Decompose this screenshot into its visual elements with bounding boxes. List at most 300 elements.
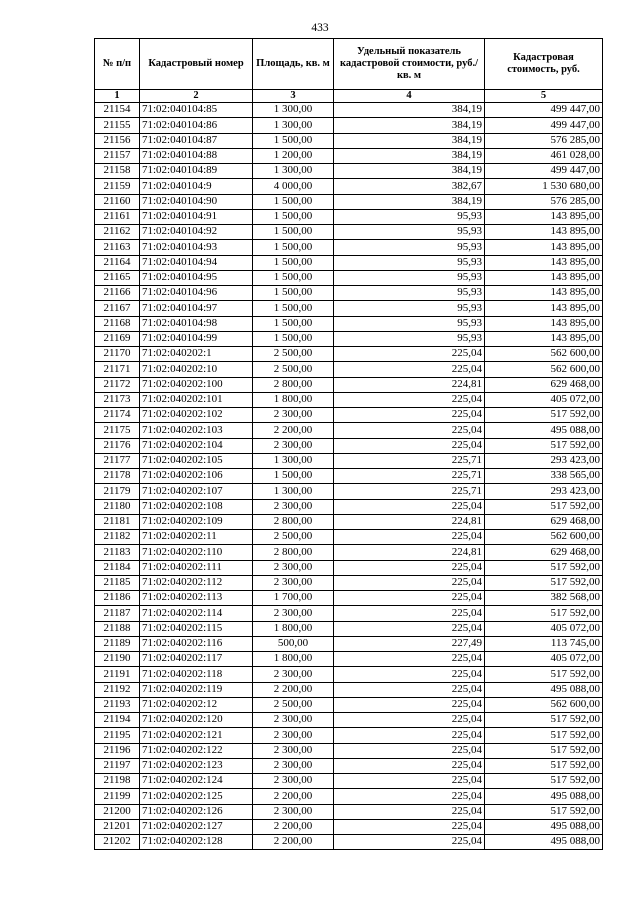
cell-unit-value: 384,19 [334,118,485,133]
cell-unit-value: 225,04 [334,499,485,514]
cell-unit-value: 384,19 [334,194,485,209]
table-column-index-row [95,90,603,103]
cell-row-number: 21161 [95,209,140,224]
cell-cadastral-value: 517 592,00 [485,667,603,682]
table-row [95,835,603,850]
cell-cadastral-number: 71:02:040202:128 [140,835,253,850]
cell-unit-value: 225,04 [334,438,485,453]
cell-unit-value: 95,93 [334,240,485,255]
cell-cadastral-value: 517 592,00 [485,606,603,621]
cell-row-number: 21188 [95,621,140,636]
table-row [95,194,603,209]
cell-cadastral-number: 71:02:040104:95 [140,270,253,285]
cell-row-number: 21190 [95,652,140,667]
cell-row-number: 21176 [95,438,140,453]
table-row [95,179,603,194]
cell-cadastral-number: 71:02:040202:108 [140,499,253,514]
cell-area: 500,00 [253,636,334,651]
cell-row-number: 21162 [95,225,140,240]
cell-area: 1 500,00 [253,469,334,484]
cell-cadastral-number: 71:02:040104:9 [140,179,253,194]
cell-unit-value: 384,19 [334,164,485,179]
table-row [95,667,603,682]
cell-unit-value: 384,19 [334,148,485,163]
table-row [95,377,603,392]
table-row [95,392,603,407]
cell-row-number: 21199 [95,789,140,804]
cell-area: 1 300,00 [253,484,334,499]
cell-area: 2 500,00 [253,697,334,712]
cell-cadastral-number: 71:02:040202:100 [140,377,253,392]
cell-cadastral-number: 71:02:040104:98 [140,316,253,331]
cell-row-number: 21168 [95,316,140,331]
cell-cadastral-number: 71:02:040104:92 [140,225,253,240]
cell-unit-value: 95,93 [334,255,485,270]
cell-row-number: 21184 [95,560,140,575]
cell-unit-value: 225,04 [334,621,485,636]
cell-row-number: 21154 [95,103,140,118]
cell-unit-value: 225,04 [334,804,485,819]
table-row [95,240,603,255]
cell-cadastral-value: 517 592,00 [485,408,603,423]
cell-cadastral-value: 143 895,00 [485,209,603,224]
cell-unit-value: 227,49 [334,636,485,651]
cell-row-number: 21180 [95,499,140,514]
cell-area: 2 200,00 [253,835,334,850]
cell-area: 2 300,00 [253,575,334,590]
cell-row-number: 21158 [95,164,140,179]
cell-row-number: 21194 [95,713,140,728]
cell-cadastral-value: 517 592,00 [485,728,603,743]
table-row [95,545,603,560]
cell-cadastral-value: 495 088,00 [485,835,603,850]
cell-area: 1 300,00 [253,453,334,468]
cell-cadastral-number: 71:02:040202:1 [140,347,253,362]
cell-unit-value: 224,81 [334,514,485,529]
table-row [95,286,603,301]
cadastral-value-table [94,38,603,850]
cell-area: 2 800,00 [253,514,334,529]
cell-cadastral-number: 71:02:040104:89 [140,164,253,179]
cell-cadastral-value: 629 468,00 [485,545,603,560]
header-row-number: № п/п [95,39,140,90]
cell-cadastral-number: 71:02:040104:96 [140,286,253,301]
table-row [95,103,603,118]
table-row [95,499,603,514]
cell-row-number: 21169 [95,331,140,346]
cell-row-number: 21166 [95,286,140,301]
table-row [95,728,603,743]
cell-unit-value: 224,81 [334,377,485,392]
cell-cadastral-number: 71:02:040202:122 [140,743,253,758]
cell-area: 1 500,00 [253,331,334,346]
cell-row-number: 21200 [95,804,140,819]
table-row [95,148,603,163]
table-row [95,514,603,529]
cell-unit-value: 225,04 [334,606,485,621]
cell-cadastral-number: 71:02:040202:11 [140,530,253,545]
cell-cadastral-number: 71:02:040202:118 [140,667,253,682]
cell-area: 2 800,00 [253,545,334,560]
cell-cadastral-number: 71:02:040202:113 [140,591,253,606]
cell-area: 2 300,00 [253,408,334,423]
cell-unit-value: 225,04 [334,819,485,834]
cell-row-number: 21155 [95,118,140,133]
table-row [95,804,603,819]
cell-area: 2 200,00 [253,819,334,834]
cell-row-number: 21179 [95,484,140,499]
cell-unit-value: 95,93 [334,286,485,301]
cell-area: 2 500,00 [253,530,334,545]
cell-cadastral-number: 71:02:040202:104 [140,438,253,453]
cell-cadastral-value: 499 447,00 [485,103,603,118]
table-row [95,713,603,728]
cell-unit-value: 225,04 [334,774,485,789]
cell-unit-value: 225,04 [334,758,485,773]
table-row [95,133,603,148]
cell-area: 2 200,00 [253,423,334,438]
cell-area: 1 300,00 [253,103,334,118]
cell-area: 2 300,00 [253,438,334,453]
cell-cadastral-number: 71:02:040202:117 [140,652,253,667]
cell-row-number: 21163 [95,240,140,255]
cell-cadastral-number: 71:02:040202:103 [140,423,253,438]
table-row [95,697,603,712]
cell-row-number: 21195 [95,728,140,743]
cell-cadastral-value: 143 895,00 [485,286,603,301]
cell-cadastral-value: 143 895,00 [485,331,603,346]
cell-area: 1 500,00 [253,225,334,240]
cell-unit-value: 225,71 [334,484,485,499]
cell-area: 1 300,00 [253,118,334,133]
cell-unit-value: 384,19 [334,133,485,148]
cell-cadastral-value: 517 592,00 [485,560,603,575]
cell-cadastral-number: 71:02:040202:124 [140,774,253,789]
table-row [95,255,603,270]
cell-cadastral-value: 143 895,00 [485,316,603,331]
cell-cadastral-value: 143 895,00 [485,240,603,255]
cell-row-number: 21196 [95,743,140,758]
cell-area: 1 800,00 [253,392,334,407]
cell-area: 2 800,00 [253,377,334,392]
cell-row-number: 21201 [95,819,140,834]
cell-unit-value: 225,71 [334,469,485,484]
cell-row-number: 21170 [95,347,140,362]
cell-area: 1 800,00 [253,652,334,667]
cell-row-number: 21186 [95,591,140,606]
cell-area: 1 500,00 [253,194,334,209]
cell-area: 1 500,00 [253,255,334,270]
cell-unit-value: 382,67 [334,179,485,194]
table-row [95,408,603,423]
cell-area: 2 300,00 [253,743,334,758]
cell-area: 1 500,00 [253,240,334,255]
table-row [95,682,603,697]
cell-cadastral-number: 71:02:040104:91 [140,209,253,224]
cell-unit-value: 225,04 [334,835,485,850]
cell-cadastral-value: 517 592,00 [485,743,603,758]
cell-area: 2 300,00 [253,774,334,789]
cell-row-number: 21182 [95,530,140,545]
cell-area: 2 300,00 [253,804,334,819]
cell-unit-value: 95,93 [334,209,485,224]
cell-area: 2 300,00 [253,667,334,682]
cell-row-number: 21171 [95,362,140,377]
cell-cadastral-value: 293 423,00 [485,453,603,468]
cell-cadastral-number: 71:02:040202:101 [140,392,253,407]
cell-unit-value: 225,04 [334,667,485,682]
cell-area: 1 500,00 [253,270,334,285]
cell-unit-value: 384,19 [334,103,485,118]
table-row [95,743,603,758]
cell-unit-value: 225,04 [334,743,485,758]
cell-cadastral-number: 71:02:040104:99 [140,331,253,346]
cell-area: 2 500,00 [253,362,334,377]
cell-row-number: 21191 [95,667,140,682]
cell-cadastral-value: 576 285,00 [485,194,603,209]
table-row [95,636,603,651]
table-row [95,591,603,606]
cell-row-number: 21181 [95,514,140,529]
cell-cadastral-value: 293 423,00 [485,484,603,499]
cell-cadastral-value: 495 088,00 [485,819,603,834]
cell-cadastral-number: 71:02:040202:12 [140,697,253,712]
table-row [95,484,603,499]
cell-cadastral-value: 629 468,00 [485,514,603,529]
cell-cadastral-value: 517 592,00 [485,499,603,514]
cell-cadastral-value: 562 600,00 [485,362,603,377]
cell-area: 1 500,00 [253,301,334,316]
cell-row-number: 21175 [95,423,140,438]
cell-cadastral-value: 517 592,00 [485,774,603,789]
cell-unit-value: 95,93 [334,225,485,240]
cell-row-number: 21202 [95,835,140,850]
cell-area: 2 300,00 [253,606,334,621]
cell-cadastral-number: 71:02:040202:102 [140,408,253,423]
header-cadastral-value: Кадастровая стоимость, руб. [485,39,603,90]
cell-area: 2 200,00 [253,789,334,804]
table-row [95,469,603,484]
table-row [95,270,603,285]
cell-unit-value: 225,71 [334,453,485,468]
cell-unit-value: 225,04 [334,362,485,377]
table-row [95,209,603,224]
cell-area: 1 500,00 [253,133,334,148]
cell-unit-value: 225,04 [334,728,485,743]
cell-cadastral-number: 71:02:040202:10 [140,362,253,377]
table-row [95,606,603,621]
cell-unit-value: 225,04 [334,423,485,438]
cell-cadastral-number: 71:02:040202:115 [140,621,253,636]
cell-cadastral-number: 71:02:040104:87 [140,133,253,148]
cell-area: 2 500,00 [253,347,334,362]
cell-cadastral-number: 71:02:040202:116 [140,636,253,651]
page-number: 433 [311,22,329,34]
cell-cadastral-value: 143 895,00 [485,301,603,316]
table-row [95,453,603,468]
table-body [95,103,603,850]
table-row [95,362,603,377]
cell-cadastral-value: 461 028,00 [485,148,603,163]
cell-row-number: 21185 [95,575,140,590]
cell-cadastral-value: 517 592,00 [485,758,603,773]
cell-cadastral-value: 143 895,00 [485,270,603,285]
cell-row-number: 21157 [95,148,140,163]
cell-row-number: 21164 [95,255,140,270]
cell-unit-value: 225,04 [334,652,485,667]
cell-cadastral-value: 629 468,00 [485,377,603,392]
cell-unit-value: 225,04 [334,347,485,362]
cell-cadastral-number: 71:02:040202:112 [140,575,253,590]
cell-unit-value: 95,93 [334,301,485,316]
table-row [95,560,603,575]
cell-unit-value: 224,81 [334,545,485,560]
cell-row-number: 21156 [95,133,140,148]
cell-cadastral-value: 576 285,00 [485,133,603,148]
cell-cadastral-value: 517 592,00 [485,804,603,819]
cell-row-number: 21167 [95,301,140,316]
cell-unit-value: 225,04 [334,697,485,712]
cell-unit-value: 225,04 [334,575,485,590]
cell-area: 2 300,00 [253,758,334,773]
cell-cadastral-number: 71:02:040202:110 [140,545,253,560]
column-index: 5 [485,90,603,103]
cell-cadastral-number: 71:02:040202:114 [140,606,253,621]
cell-area: 1 500,00 [253,286,334,301]
cell-cadastral-number: 71:02:040104:94 [140,255,253,270]
cell-cadastral-value: 495 088,00 [485,789,603,804]
table-header-row [95,39,603,90]
cell-cadastral-value: 143 895,00 [485,225,603,240]
cell-cadastral-number: 71:02:040202:126 [140,804,253,819]
cell-cadastral-value: 338 565,00 [485,469,603,484]
cell-cadastral-value: 495 088,00 [485,423,603,438]
cell-area: 2 200,00 [253,682,334,697]
cell-cadastral-value: 517 592,00 [485,575,603,590]
column-index: 1 [95,90,140,103]
cell-row-number: 21178 [95,469,140,484]
cell-area: 1 500,00 [253,316,334,331]
cell-cadastral-number: 71:02:040104:97 [140,301,253,316]
cell-cadastral-value: 562 600,00 [485,530,603,545]
cell-area: 1 300,00 [253,164,334,179]
cell-row-number: 21198 [95,774,140,789]
cell-cadastral-value: 405 072,00 [485,621,603,636]
cell-row-number: 21159 [95,179,140,194]
cell-unit-value: 225,04 [334,713,485,728]
table-row [95,164,603,179]
column-index: 2 [140,90,253,103]
table-row [95,316,603,331]
cell-area: 2 300,00 [253,560,334,575]
table-row [95,774,603,789]
cell-row-number: 21192 [95,682,140,697]
table-row [95,118,603,133]
cell-cadastral-number: 71:02:040202:109 [140,514,253,529]
cell-cadastral-number: 71:02:040202:120 [140,713,253,728]
table-row [95,331,603,346]
cell-area: 1 500,00 [253,209,334,224]
cell-unit-value: 225,04 [334,682,485,697]
cell-row-number: 21189 [95,636,140,651]
cell-unit-value: 95,93 [334,316,485,331]
cell-row-number: 21172 [95,377,140,392]
cell-cadastral-value: 517 592,00 [485,438,603,453]
table-row [95,225,603,240]
table-row [95,301,603,316]
cell-cadastral-value: 517 592,00 [485,713,603,728]
cell-row-number: 21193 [95,697,140,712]
cell-cadastral-number: 71:02:040104:86 [140,118,253,133]
cell-unit-value: 225,04 [334,408,485,423]
column-index: 4 [334,90,485,103]
cell-unit-value: 95,93 [334,331,485,346]
header-cadastral-number: Кадастровый номер [140,39,253,90]
cell-cadastral-number: 71:02:040104:90 [140,194,253,209]
table-row [95,438,603,453]
cell-area: 1 200,00 [253,148,334,163]
cell-row-number: 21173 [95,392,140,407]
column-index: 3 [253,90,334,103]
table-row [95,652,603,667]
table-row [95,423,603,438]
cell-cadastral-number: 71:02:040202:123 [140,758,253,773]
cell-cadastral-number: 71:02:040202:105 [140,453,253,468]
cell-area: 2 300,00 [253,499,334,514]
cell-cadastral-value: 495 088,00 [485,682,603,697]
cell-area: 1 800,00 [253,621,334,636]
cell-cadastral-value: 405 072,00 [485,652,603,667]
cell-cadastral-value: 562 600,00 [485,347,603,362]
cell-cadastral-value: 499 447,00 [485,118,603,133]
table-row [95,575,603,590]
header-area: Площадь, кв. м [253,39,334,90]
cell-cadastral-value: 382 568,00 [485,591,603,606]
cell-cadastral-value: 143 895,00 [485,255,603,270]
cell-cadastral-number: 71:02:040202:119 [140,682,253,697]
cell-cadastral-value: 113 745,00 [485,636,603,651]
cell-unit-value: 225,04 [334,392,485,407]
table-row [95,819,603,834]
cell-cadastral-value: 1 530 680,00 [485,179,603,194]
table-row [95,530,603,545]
cell-area: 1 700,00 [253,591,334,606]
cell-unit-value: 225,04 [334,789,485,804]
cell-unit-value: 225,04 [334,530,485,545]
cell-area: 4 000,00 [253,179,334,194]
cell-cadastral-number: 71:02:040104:93 [140,240,253,255]
cell-row-number: 21174 [95,408,140,423]
cell-row-number: 21187 [95,606,140,621]
cell-cadastral-number: 71:02:040202:106 [140,469,253,484]
cell-unit-value: 225,04 [334,560,485,575]
cell-cadastral-value: 562 600,00 [485,697,603,712]
cell-unit-value: 95,93 [334,270,485,285]
cell-cadastral-number: 71:02:040202:121 [140,728,253,743]
cell-area: 2 300,00 [253,713,334,728]
cell-cadastral-number: 71:02:040202:127 [140,819,253,834]
cell-row-number: 21165 [95,270,140,285]
cell-cadastral-number: 71:02:040104:88 [140,148,253,163]
cell-cadastral-value: 499 447,00 [485,164,603,179]
cell-cadastral-number: 71:02:040202:107 [140,484,253,499]
table-row [95,758,603,773]
table-row [95,789,603,804]
cell-row-number: 21183 [95,545,140,560]
table-row [95,621,603,636]
cell-unit-value: 225,04 [334,591,485,606]
cell-cadastral-number: 71:02:040202:125 [140,789,253,804]
